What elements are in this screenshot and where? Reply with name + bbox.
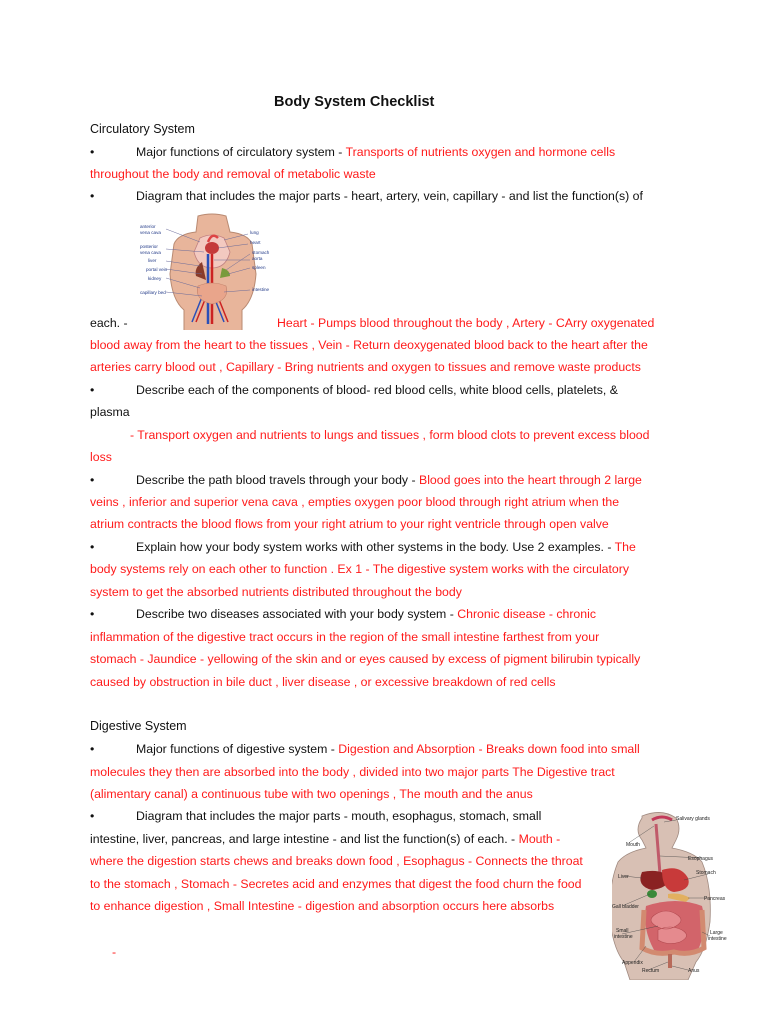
bullet: •	[90, 742, 95, 756]
circ-q6: Describe two diseases associated with your body system - Chronic disease - chronic	[136, 607, 596, 621]
circ-a6-line3: stomach - Jaundice - yellowing of the skin and or eyes caused by excess of pigment bilirubin typically	[90, 652, 641, 666]
circ-a2-line1: Heart - Pumps blood throughout the body , Artery - CArry oxygenated	[277, 316, 655, 330]
page-title: Body System Checklist	[274, 94, 435, 110]
diagram-label: heart	[250, 240, 261, 245]
dig-q2-line2: intestine, liver, pancreas, and large intestine - and list the function(s) of each. - Mouth -	[90, 832, 561, 846]
diagram-label: Appendix	[622, 960, 643, 966]
circ-a6-line2: inflammation of the digestive tract occurs in the region of the small intestine farthest from your	[90, 630, 600, 644]
circ-a3-line2: loss	[90, 450, 112, 464]
dig-a1-line3: (alimentary canal) a continuous tube with two openings , The mouth and the anus	[90, 787, 533, 801]
circ-a1-line2: throughout the body and removal of metabolic waste	[90, 167, 376, 181]
diagram-label: Salivary glands	[676, 816, 710, 822]
diagram-label: Mouth	[626, 842, 640, 848]
diagram-label: Large	[710, 930, 723, 936]
diagram-label: lung	[250, 230, 259, 235]
bullet: •	[90, 383, 95, 397]
bullet: •	[90, 607, 95, 621]
diagram-label: kidney	[148, 276, 162, 281]
diagram-label: Gall bladder	[612, 904, 639, 910]
diagram-label: Esophagus	[688, 856, 714, 862]
circ-q5: Explain how your body system works with other systems in the body. Use 2 examples. - The	[136, 540, 636, 554]
bullet: •	[90, 473, 95, 487]
circ-a6-line4: caused by obstruction in bile duct , liver disease , or excessive breakdown of red cells	[90, 675, 556, 689]
circ-a2-line2: blood away from the heart to the tissues , Vein - Return deoxygenated blood back to the heart after the	[90, 338, 648, 352]
diagram-label: Liver	[618, 874, 629, 880]
circ-a4-line2: veins , inferior and superior vena cava , empties oxygen poor blood through right atrium when the	[90, 495, 620, 509]
diagram-label: Small	[616, 928, 629, 934]
bullet: •	[90, 189, 95, 203]
circ-a4-line3: atrium contracts the blood flows from your right atrium to your right ventricle through open valve	[90, 517, 609, 531]
circ-a2-line3: arteries carry blood out , Capillary - Bring nutrients and oxygen to tissues and remove waste products	[90, 360, 641, 374]
diagram-label: posterior	[140, 244, 158, 249]
diagram-label: vena cava	[140, 250, 161, 255]
circ-q2: Diagram that includes the major parts - heart, artery, vein, capillary - and list the function(s) of	[136, 189, 643, 203]
diagram-label: Anus	[688, 968, 700, 974]
diagram-label: Stomach	[696, 870, 716, 876]
diagram-label: liver	[148, 258, 157, 263]
dig-q1: Major functions of digestive system - Digestion and Absorption - Breaks down food into small	[136, 742, 640, 756]
bullet: •	[90, 540, 95, 554]
dig-a2-line3: to the stomach , Stomach - Secretes acid and enzymes that digest the food churn the food	[90, 877, 582, 891]
diagram-label: intestine	[708, 936, 727, 942]
circ-q3-line2: plasma	[90, 405, 130, 419]
dig-a1-line2: molecules they then are absorbed into the body , divided into two major parts The Digestive tract	[90, 765, 615, 779]
circulatory-heading: Circulatory System	[90, 122, 195, 136]
diagram-label: Pancreas	[704, 896, 726, 902]
circulatory-system-diagram	[138, 212, 288, 330]
diagram-label: Rectum	[642, 968, 660, 974]
diagram-label: anterior	[140, 224, 156, 229]
circ-q3-line1: Describe each of the components of blood- red blood cells, white blood cells, platelets, &	[136, 383, 618, 397]
diagram-label: stomach	[252, 250, 270, 255]
diagram-label: spleen	[252, 265, 266, 270]
bullet: •	[90, 145, 95, 159]
bullet: •	[90, 809, 95, 823]
circ-a5-line2: body systems rely on each other to function . Ex 1 - The digestive system works with the circulatory	[90, 562, 630, 576]
diagram-label: aorta	[252, 256, 263, 261]
diagram-label: portal vein	[146, 267, 168, 272]
diagram-label: vena cava	[140, 230, 161, 235]
diagram-label: intestine	[252, 287, 270, 292]
diagram-label: capillary bed	[140, 290, 166, 295]
digestive-heading: Digestive System	[90, 719, 187, 733]
dig-a2-line4: to enhance digestion , Small Intestine - digestion and absorption occurs here absorbs	[90, 899, 555, 913]
diagram-label: intestine	[614, 934, 633, 940]
trailing-dash: -	[112, 945, 117, 959]
dig-q2-line1: Diagram that includes the major parts - mouth, esophagus, stomach, small	[136, 809, 542, 823]
circ-q1: Major functions of circulatory system - Transports of nutrients oxygen and hormone cells	[136, 145, 616, 159]
dig-a2-line2: where the digestion starts chews and breaks down food , Esophagus - Connects the throat	[90, 854, 583, 868]
digestive-system-diagram	[612, 812, 738, 980]
circ-a5-line3: system to get the absorbed nutrients distributed throughout the body	[90, 585, 462, 599]
circ-each-prefix: each. -	[90, 316, 128, 330]
circ-q4: Describe the path blood travels through your body - Blood goes into the heart through 2 large	[136, 473, 642, 487]
circ-a3-line1: - Transport oxygen and nutrients to lungs and tissues , form blood clots to prevent excess blood	[130, 428, 650, 442]
